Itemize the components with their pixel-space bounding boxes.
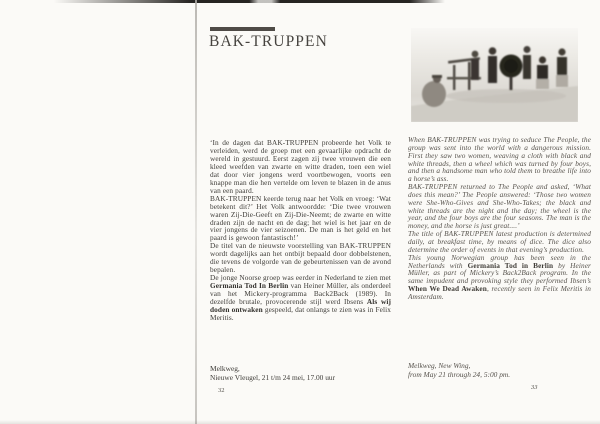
- blank-left-page: [0, 0, 195, 424]
- page-title: BAK-TRUPPEN: [209, 33, 328, 50]
- venue-name: Melkweg,: [210, 364, 240, 373]
- paragraph: The title of BAK-TRUPPEN latest production is determined daily, at breakfast time, by means of dice. The dice also determine the order of events in that evening’s production.: [408, 229, 591, 254]
- english-text-column: [408, 136, 591, 301]
- paragraph: De titel van de nieuwste voorstelling van BAK-TRUPPEN wordt dagelijks aan het ontbijt bepaald door dobbelstenen, die tevens de volgorde van de gebeurtenissen van de avond bepalen.: [210, 241, 391, 275]
- dutch-text-column: [210, 139, 391, 322]
- venue-info-right: [408, 361, 510, 379]
- venue-schedule: from May 21 through 24, 5:00 pm.: [408, 370, 511, 379]
- venue-info-left: [210, 364, 335, 382]
- paragraph: BAK-TRUPPEN returned to The People and asked, ‘What does this mean?’ The People answered: ‘Those two women were She-Who-Gives and She-Who-Takes; the black and white threads are the night and the day; the wheel is the year, and the four boys are the four seasons. The man is the money, and the horse is just great....’: [408, 182, 591, 231]
- page-number-left: 32: [218, 387, 225, 394]
- group-photo: [411, 28, 578, 122]
- page-number-right: 33: [531, 384, 538, 391]
- venue-schedule: Nieuwe Vleugel, 21 t/m 24 mei, 17.00 uur: [210, 373, 336, 382]
- group-photo-image: [411, 28, 578, 122]
- venue-name: Melkweg, New Wing,: [408, 361, 471, 370]
- paragraph: ‘In de dagen dat BAK-TRUPPEN probeerde het Volk te verleiden, werd de groep met een gevaarlijke opdracht de wereld in gestuurd. Eerst zagen zij twee vrouwen die een kleed weefden van zwarte en witte draden, toen een wiel dat door vier jongens werd voortbewogen, voorts een knappe man die hen vertelde om leven te blazen in de anus van een paard.: [210, 138, 391, 195]
- page-fold: [195, 0, 197, 424]
- scan-top-edge: [0, 0, 445, 3]
- title-rule: [210, 27, 275, 31]
- paragraph: When BAK-TRUPPEN was trying to seduce The People, the group was sent into the world with a dangerous mission. First they saw two women, weaving a cloth with black and white threads, then a wheel which was turned by four boys, and then a handsome man who told them to breathe life into a horse’s ass.: [408, 135, 591, 184]
- paragraph: BAK-TRUPPEN keerde terug naar het Volk en vroeg: ‘Wat betekent dit?’ Het Volk antwoordde: ‘Die twee vrouwen waren Zij-Die-Geeft en Zij-Die-Neemt; de zwarte en witte draden zijn de nacht en de dag; het wiel is het jaar en de vier jongens de vier seizoenen. De man is het geld en het paard is gewoon fantastisch!’: [210, 193, 391, 243]
- paragraph: This young Norwegian group has been seen in the Netherlands with Germania Tod in Berlin by Heiner Müller, as part of Mickery’s Back2Back program. In the same impudent and provoking style they performed Ibsen’s When We Dead Awaken, recently seen in Felix Meritis in Amsterdam.: [408, 252, 591, 301]
- scan-bottom-shade: [0, 420, 600, 424]
- paragraph: De jonge Noorse groep was eerder in Nederland te zien met Germania Tod In Berlin van Heiner Müller, als onderdeel van het Mickery-programma Back2Back (1989). In dezelfde brutale, provocerende stijl werd Ibsens Als wij doden ontwaken gespeeld, dat onlangs te zien was in Felix Meritis.: [210, 273, 392, 322]
